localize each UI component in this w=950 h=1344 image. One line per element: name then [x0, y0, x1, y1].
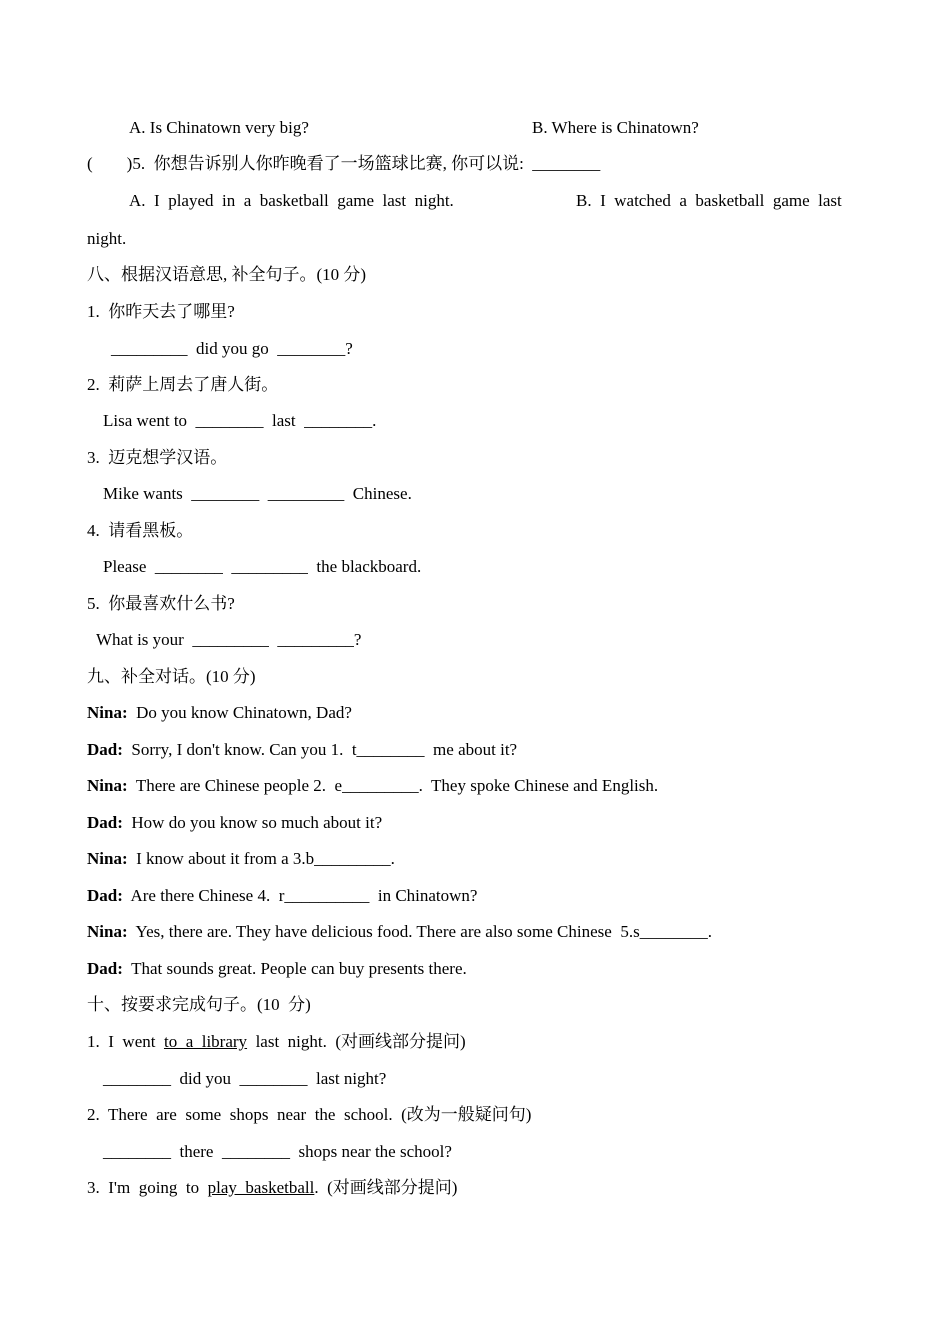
q1-underlined: to a library: [163, 1032, 248, 1051]
dialogue-line: [87, 885, 477, 907]
section10-q3: [87, 1177, 457, 1199]
section8-item2-en: Lisa went to ________ last ________.: [103, 411, 377, 430]
q4-option-b: B. Where is Chinatown?: [532, 118, 699, 137]
dialogue-speaker: Dad:: [87, 740, 123, 759]
dialogue-text: There are Chinese people 2. e_________. They spoke Chinese and English.: [127, 776, 659, 795]
section8-item4-en: Please ________ _________ the blackboard.: [103, 557, 422, 576]
dialogue-line: [87, 921, 712, 943]
section8-item1-en: _________ did you go ________?: [111, 339, 353, 358]
section10-q1-answer: ________ did you ________ last night?: [103, 1069, 387, 1088]
dialogue-speaker: Nina:: [87, 776, 128, 795]
dialogue-speaker: Nina:: [87, 703, 128, 722]
q5-option-b: B. I watched a basketball game last: [576, 191, 842, 210]
dialogue-speaker: Nina:: [87, 849, 128, 868]
section10-q2: 2. There are some shops near the school. (改为一般疑问句): [87, 1105, 532, 1124]
q1-pre: 1. I went: [87, 1032, 164, 1051]
dialogue-text: Do you know Chinatown, Dad?: [127, 703, 352, 722]
section8-heading: 八、根据汉语意思, 补全句子。(10 分): [87, 265, 367, 284]
dialogue-speaker: Dad:: [87, 813, 123, 832]
q3-post: . (对画线部分提问): [314, 1178, 458, 1197]
q4-option-a: A. Is Chinatown very big?: [129, 118, 309, 137]
dialogue-line: [87, 958, 467, 980]
dialogue-text: That sounds great. People can buy presents there.: [122, 959, 467, 978]
dialogue-speaker: Nina:: [87, 922, 128, 941]
section8-item4-cn: 4. 请看黑板。: [87, 521, 194, 540]
dialogue-line: [87, 775, 658, 797]
dialogue-text: I know about it from a 3.b_________.: [127, 849, 395, 868]
dialogue-speaker: Dad:: [87, 886, 123, 905]
section8-item5-en: What is your _________ _________?: [96, 630, 362, 649]
q3-underlined: play basketball: [207, 1178, 315, 1197]
section8-item1-cn: 1. 你昨天去了哪里?: [87, 302, 235, 321]
section8-item2-cn: 2. 莉萨上周去了唐人街。: [87, 375, 279, 394]
dialogue-line: [87, 848, 395, 870]
q5-paren: ( )5.: [87, 154, 146, 173]
dialogue-line: [87, 812, 382, 834]
section10-q1: [87, 1031, 466, 1053]
q1-post: last night. (对画线部分提问): [247, 1032, 466, 1051]
q5-option-a: A. I played in a basketball game last night.: [129, 191, 454, 210]
dialogue-speaker: Dad:: [87, 959, 123, 978]
dialogue-line: [87, 702, 352, 724]
dialogue-text: Sorry, I don't know. Can you 1. t________ me about it?: [122, 740, 518, 759]
section10-q2-answer: ________ there ________ shops near the school?: [103, 1142, 452, 1161]
section8-item3-cn: 3. 迈克想学汉语。: [87, 448, 228, 467]
section9-heading: 九、补全对话。(10 分): [87, 667, 256, 686]
q5-option-b-cont: night.: [87, 229, 127, 248]
dialogue-text: Yes, there are. They have delicious food. There are also some Chinese 5.s________.: [127, 922, 712, 941]
dialogue-text: Are there Chinese 4. r__________ in Chinatown?: [122, 886, 478, 905]
q5-text: 你想告诉别人你昨晚看了一场篮球比赛, 你可以说: ________: [153, 154, 601, 173]
section10-heading: 十、按要求完成句子。(10 分): [87, 995, 311, 1014]
section8-item3-en: Mike wants ________ _________ Chinese.: [103, 484, 412, 503]
q5-question: [87, 153, 600, 175]
dialogue-text: How do you know so much about it?: [122, 813, 383, 832]
q3-pre: 3. I'm going to: [87, 1178, 208, 1197]
dialogue-line: [87, 739, 517, 761]
section8-item5-cn: 5. 你最喜欢什么书?: [87, 594, 235, 613]
